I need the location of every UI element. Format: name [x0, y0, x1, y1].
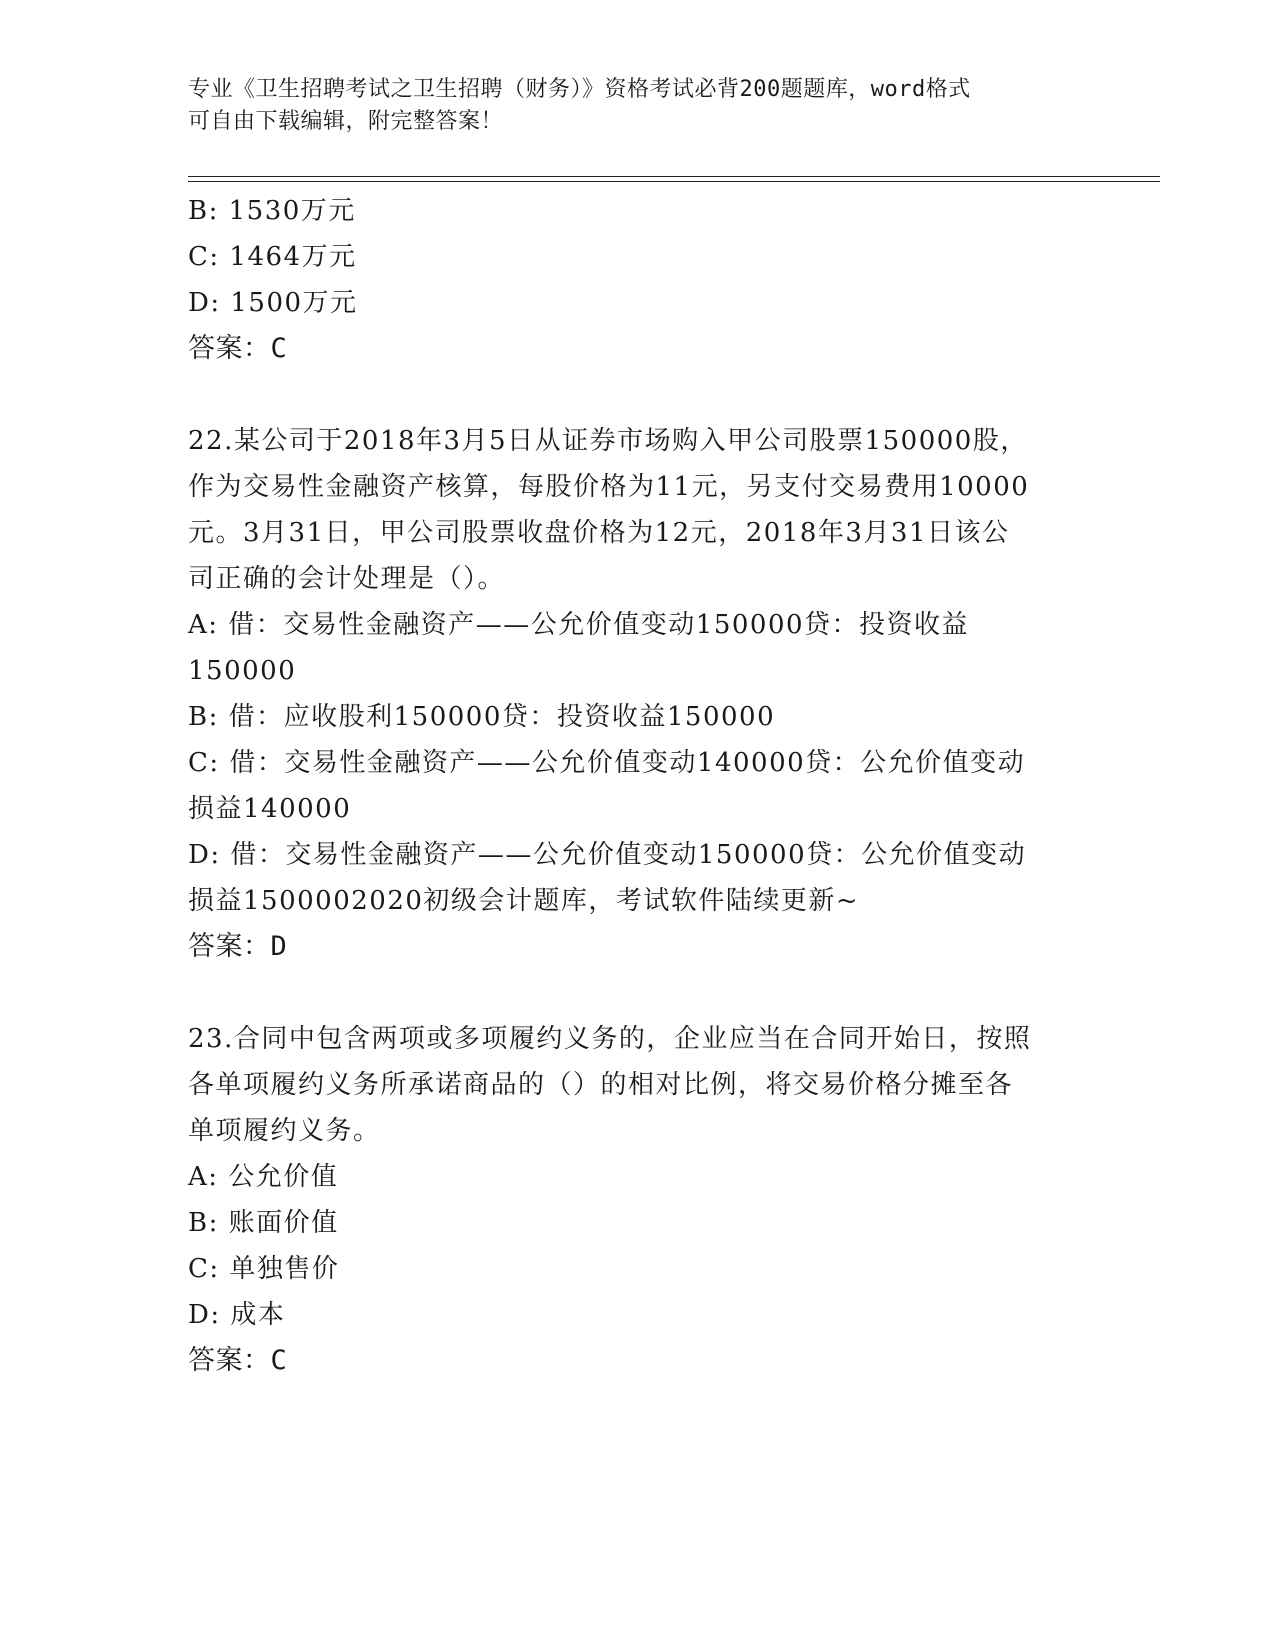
answer: 答案：D [188, 931, 288, 962]
answer: 答案：C [188, 333, 288, 364]
option-a: A: 借：交易性金融资产——公允价值变动150000贷：投资收益 [188, 610, 970, 640]
document-body [188, 188, 1088, 1384]
option-d: D: 1500万元 [188, 288, 358, 318]
question-text-line: 单项履约义务。 [188, 1116, 381, 1146]
header-divider-bottom [188, 181, 1160, 182]
question-23 [188, 1016, 1088, 1384]
question-text-line: 元。3月31日，甲公司股票收盘价格为12元，2018年3月31日该公 [188, 518, 1010, 548]
document-header [188, 74, 1078, 138]
option-d: D: 成本 [188, 1300, 286, 1330]
option-c: C: 单独售价 [188, 1254, 340, 1284]
option-c: C: 1464万元 [188, 242, 357, 272]
spacer [188, 372, 1088, 418]
question-text-line: 22.某公司于2018年3月5日从证券市场购入甲公司股票150000股， [188, 426, 1028, 456]
option-c-continued: 损益140000 [188, 794, 352, 824]
question-text-line: 司正确的会计处理是（）。 [188, 564, 506, 594]
option-d-continued: 损益1500002020初级会计题库，考试软件陆续更新~ [188, 886, 860, 916]
answer: 答案：C [188, 1345, 288, 1376]
option-c: C: 借：交易性金融资产——公允价值变动140000贷：公允价值变动 [188, 748, 1026, 778]
option-b: B: 账面价值 [188, 1208, 339, 1238]
question-21-tail [188, 188, 1088, 372]
option-d: D: 借：交易性金融资产——公允价值变动150000贷：公允价值变动 [188, 840, 1027, 870]
header-line-2: 可自由下载编辑，附完整答案！ [188, 109, 504, 134]
header-divider-top [188, 176, 1160, 177]
spacer [188, 970, 1088, 1016]
option-a: A: 公允价值 [188, 1162, 339, 1192]
option-b: B: 借：应收股利150000贷：投资收益150000 [188, 702, 776, 732]
question-text-line: 各单项履约义务所承诺商品的（）的相对比例，将交易价格分摊至各 [188, 1070, 1014, 1100]
question-22 [188, 418, 1088, 970]
header-line-1: 专业《卫生招聘考试之卫生招聘（财务）》资格考试必背200题题库，word格式 [188, 77, 971, 102]
option-a-continued: 150000 [188, 656, 297, 686]
question-text-line: 作为交易性金融资产核算，每股价格为11元，另支付交易费用10000 [188, 472, 1030, 502]
question-text-line: 23.合同中包含两项或多项履约义务的，企业应当在合同开始日，按照 [188, 1024, 1032, 1054]
option-b: B: 1530万元 [188, 196, 356, 226]
